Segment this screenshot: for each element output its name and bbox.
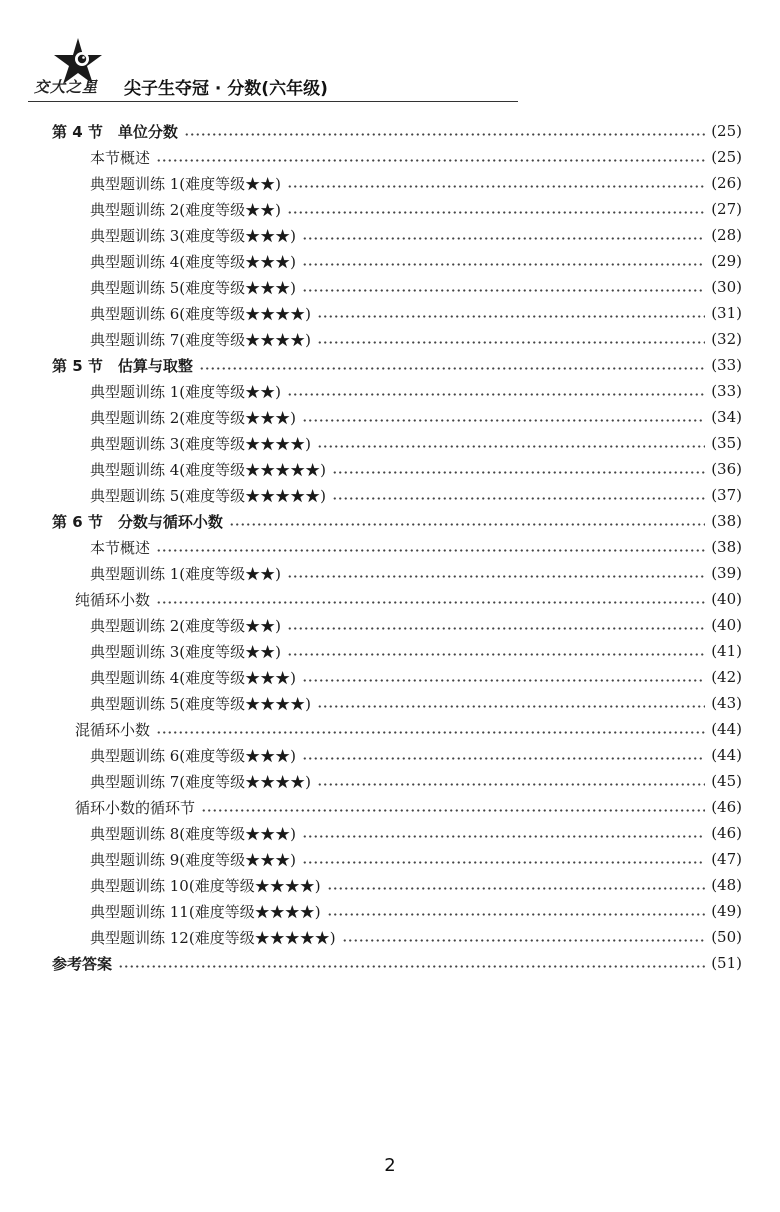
dot-leader [302, 679, 705, 682]
toc-item-row[interactable] [0, 300, 780, 326]
toc-subsection-row[interactable] [0, 586, 780, 612]
dot-leader [327, 887, 706, 890]
dot-leader [317, 315, 705, 318]
toc-entry-label: 典型题训练 11(难度等级★★★★) [90, 902, 321, 921]
toc-entry-label: 典型题训练 4(难度等级★★★★★) [90, 460, 327, 479]
toc-page-number: (44) [711, 746, 742, 764]
toc-item-row[interactable] [0, 196, 780, 222]
toc-entry-label: 混循环小数 [75, 720, 151, 739]
toc-item-row[interactable] [0, 560, 780, 586]
dot-leader [287, 627, 705, 630]
dot-leader [317, 445, 705, 448]
toc-entry-label: 典型题训练 4(难度等级★★★) [90, 668, 297, 687]
toc-section-row[interactable] [0, 352, 780, 378]
toc-section-row[interactable] [0, 950, 780, 976]
dot-leader [302, 263, 705, 266]
toc-entry-label: 典型题训练 5(难度等级★★★★★) [90, 486, 327, 505]
toc-section-row[interactable] [0, 508, 780, 534]
toc-entry-label: 典型题训练 5(难度等级★★★) [90, 278, 297, 297]
toc-item-row[interactable] [0, 612, 780, 638]
toc-subsection-row[interactable] [0, 794, 780, 820]
toc-item-row[interactable] [0, 170, 780, 196]
toc-entry-label: 本节概述 [90, 148, 151, 167]
toc-entry-label: 典型题训练 1(难度等级★★) [90, 564, 282, 583]
toc-page-number: (35) [711, 434, 742, 452]
toc-entry-label: 典型题训练 2(难度等级★★) [90, 200, 282, 219]
toc-page-number: (25) [711, 148, 742, 166]
toc-page-number: (40) [711, 590, 742, 608]
toc-page-number: (44) [711, 720, 742, 738]
toc-subsection-row[interactable] [0, 716, 780, 742]
toc-page-number: (29) [711, 252, 742, 270]
toc-entry-label: 参考答案 [52, 954, 113, 973]
toc-entry-label: 典型题训练 2(难度等级★★) [90, 616, 282, 635]
dot-leader [156, 601, 705, 604]
dot-leader [327, 913, 706, 916]
dot-leader [156, 731, 705, 734]
toc-page-number: (33) [711, 356, 742, 374]
toc-item-row[interactable] [0, 326, 780, 352]
page-header [0, 0, 780, 110]
toc-entry-label: 典型题训练 12(难度等级★★★★★) [90, 928, 336, 947]
header-divider [28, 101, 518, 102]
toc-entry-label: 第 5 节 估算与取整 [52, 356, 193, 375]
toc-entry-label: 典型题训练 1(难度等级★★) [90, 382, 282, 401]
toc-entry-label: 本节概述 [90, 538, 151, 557]
toc-entry-label: 典型题训练 3(难度等级★★) [90, 642, 282, 661]
toc-page-number: (34) [711, 408, 742, 426]
dot-leader [156, 549, 705, 552]
dot-leader [287, 653, 705, 656]
dot-leader [199, 367, 705, 370]
toc-page-number: (38) [711, 538, 742, 556]
toc-item-row[interactable] [0, 482, 780, 508]
logo-text: 交大之星 [34, 78, 99, 96]
dot-leader [342, 939, 706, 942]
dot-leader [201, 809, 705, 812]
toc-section-row[interactable] [0, 118, 780, 144]
dot-leader [302, 419, 705, 422]
toc-page-number: (27) [711, 200, 742, 218]
toc-page-number: (47) [711, 850, 742, 868]
toc-page-number: (31) [711, 304, 742, 322]
toc-entry-label: 典型题训练 4(难度等级★★★) [90, 252, 297, 271]
toc-page-number: (50) [711, 928, 742, 946]
dot-leader [317, 341, 705, 344]
dot-leader [302, 289, 705, 292]
toc-page-number: (41) [711, 642, 742, 660]
dot-leader [332, 497, 705, 500]
toc-page-number: (36) [711, 460, 742, 478]
toc-page-number: (28) [711, 226, 742, 244]
toc-page-number: (33) [711, 382, 742, 400]
toc-entry-label: 第 6 节 分数与循环小数 [52, 512, 223, 531]
book-title: 尖子生夺冠 · 分数(六年级) [124, 79, 328, 99]
page-number: 2 [384, 1155, 396, 1176]
toc-item-row[interactable] [0, 898, 780, 924]
toc-entry-label: 典型题训练 5(难度等级★★★★) [90, 694, 312, 713]
dot-leader [302, 861, 705, 864]
toc-page-number: (48) [711, 876, 742, 894]
dot-leader [302, 237, 705, 240]
toc-item-row[interactable] [0, 820, 780, 846]
toc-page-number: (51) [711, 954, 742, 972]
toc-entry-label: 典型题训练 2(难度等级★★★) [90, 408, 297, 427]
dot-leader [317, 783, 705, 786]
dot-leader [287, 185, 705, 188]
toc-entry-label: 典型题训练 7(难度等级★★★★) [90, 772, 312, 791]
toc-item-row[interactable] [0, 404, 780, 430]
toc-entry-label: 典型题训练 3(难度等级★★★★) [90, 434, 312, 453]
toc-page-number: (49) [711, 902, 742, 920]
toc-page-number: (32) [711, 330, 742, 348]
toc-item-row[interactable] [0, 248, 780, 274]
toc-page-number: (37) [711, 486, 742, 504]
toc-item-row[interactable] [0, 222, 780, 248]
toc-item-row[interactable] [0, 768, 780, 794]
dot-leader [332, 471, 705, 474]
toc-entry-label: 第 4 节 单位分数 [52, 122, 178, 141]
toc-page-number: (46) [711, 824, 742, 842]
toc-page-number: (39) [711, 564, 742, 582]
dot-leader [302, 757, 705, 760]
toc-page-number: (43) [711, 694, 742, 712]
toc-item-row[interactable] [0, 638, 780, 664]
dot-leader [184, 133, 705, 136]
toc-item-row[interactable] [0, 846, 780, 872]
toc-page-number: (42) [711, 668, 742, 686]
toc-entry-label: 典型题训练 7(难度等级★★★★) [90, 330, 312, 349]
toc-entry-label: 典型题训练 1(难度等级★★) [90, 174, 282, 193]
toc-entry-label: 典型题训练 6(难度等级★★★) [90, 746, 297, 765]
toc-entry-label: 典型题训练 3(难度等级★★★) [90, 226, 297, 245]
toc-entry-label: 典型题训练 8(难度等级★★★) [90, 824, 297, 843]
toc-item-row[interactable] [0, 378, 780, 404]
toc-item-row[interactable] [0, 924, 780, 950]
toc-page-number: (30) [711, 278, 742, 296]
toc-item-row[interactable] [0, 664, 780, 690]
toc-page-number: (38) [711, 512, 742, 530]
toc-page-number: (45) [711, 772, 742, 790]
dot-leader [302, 835, 705, 838]
toc-entry-label: 典型题训练 6(难度等级★★★★) [90, 304, 312, 323]
toc-entry-label: 纯循环小数 [75, 590, 151, 609]
dot-leader [317, 705, 705, 708]
toc-item-row[interactable] [0, 456, 780, 482]
dot-leader [287, 575, 705, 578]
dot-leader [287, 393, 705, 396]
dot-leader [118, 965, 705, 968]
dot-leader [287, 211, 705, 214]
toc-item-row[interactable] [0, 430, 780, 456]
toc-entry-label: 典型题训练 9(难度等级★★★) [90, 850, 297, 869]
toc-item-row[interactable] [0, 690, 780, 716]
toc-entry-label: 典型题训练 10(难度等级★★★★) [90, 876, 321, 895]
toc-page-number: (26) [711, 174, 742, 192]
toc-item-row[interactable] [0, 274, 780, 300]
dot-leader [156, 159, 705, 162]
toc-item-row[interactable] [0, 872, 780, 898]
toc-entry-label: 循环小数的循环节 [75, 798, 196, 817]
toc-page-number: (46) [711, 798, 742, 816]
toc-item-row[interactable] [0, 534, 780, 560]
toc-page-number: (25) [711, 122, 742, 140]
toc-item-row[interactable] [0, 144, 780, 170]
toc-item-row[interactable] [0, 742, 780, 768]
toc-page-number: (40) [711, 616, 742, 634]
dot-leader [229, 523, 705, 526]
